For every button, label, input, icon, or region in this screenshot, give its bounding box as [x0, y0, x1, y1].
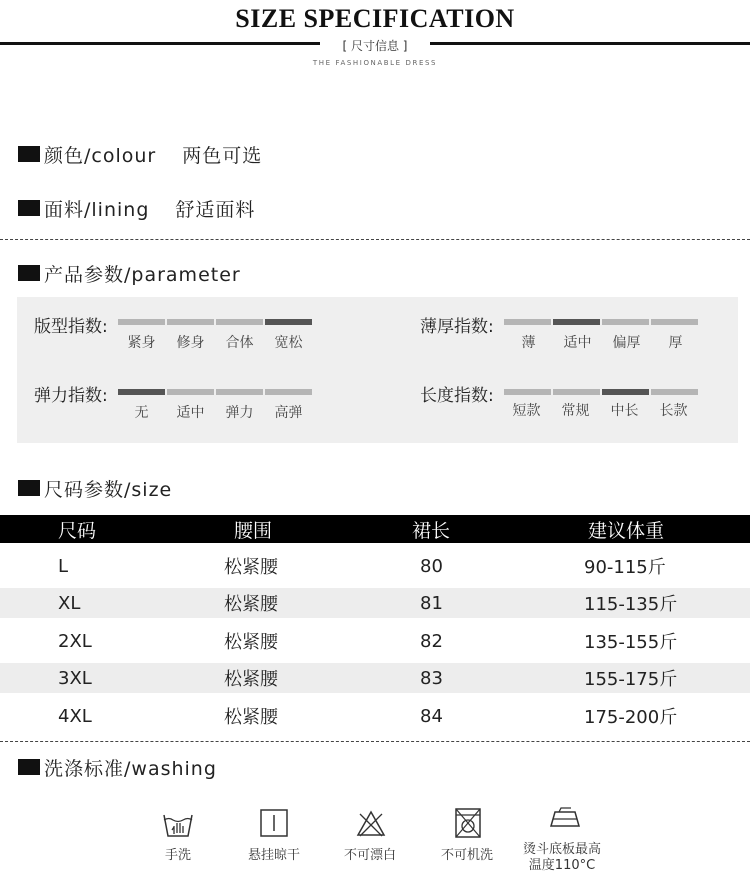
cell-length: 81 [420, 592, 443, 614]
cell-size: 2XL [58, 630, 92, 652]
option-label: 薄 [521, 335, 536, 351]
cell-size: L [58, 555, 69, 577]
header-waist: 腰围 [234, 519, 273, 542]
option-label: 适中 [176, 405, 205, 421]
lining-row [18, 196, 255, 220]
line-dry-label: 悬挂晾干 [247, 848, 300, 863]
header-length: 裙长 [412, 519, 451, 542]
scale-segment [553, 389, 600, 395]
cell-length: 82 [420, 630, 443, 652]
scale-segment [504, 389, 551, 395]
cell-length: 83 [420, 667, 443, 689]
option-label: 高弹 [274, 405, 303, 421]
no-machine-wash-icon [450, 806, 486, 842]
scale-segment [216, 389, 263, 395]
table-row [0, 626, 750, 656]
param-fit-label: 版型指数: [34, 317, 108, 337]
cell-waist: 松紧腰 [224, 594, 278, 615]
washing-label: 洗涤标准/washing [44, 757, 217, 780]
option-label: 短款 [512, 403, 541, 419]
washing-heading [18, 755, 217, 779]
option-label: 常规 [561, 403, 590, 419]
size-table-header [0, 515, 750, 543]
colour-label: 颜色/colour [44, 144, 157, 167]
divider [0, 741, 750, 742]
scale-segment-selected [265, 319, 312, 325]
scale-segment-selected [118, 389, 165, 395]
scale-segment [265, 389, 312, 395]
option-label: 合体 [225, 335, 254, 351]
table-row [0, 588, 750, 618]
parameter-heading [18, 261, 241, 285]
cell-weight: 115-135斤 [584, 594, 678, 615]
divider [0, 239, 750, 240]
square-bullet-icon [18, 200, 40, 216]
scale-segment [651, 389, 698, 395]
hand-wash-icon [160, 806, 196, 842]
cell-size: 4XL [58, 705, 92, 727]
param-length-label: 长度指数: [420, 386, 494, 406]
cell-weight: 175-200斤 [584, 707, 678, 728]
param-thickness-scale [504, 319, 700, 325]
option-label: 宽松 [274, 335, 303, 351]
scale-segment [602, 319, 649, 325]
option-label: 厚 [668, 335, 683, 351]
square-bullet-icon [18, 146, 40, 162]
iron-label-temperature: 温度110°C [528, 858, 596, 873]
option-label: 长款 [659, 403, 688, 419]
line-dry-icon [256, 806, 292, 842]
cell-waist: 松紧腰 [224, 632, 278, 653]
cell-weight: 155-175斤 [584, 669, 678, 690]
header-weight: 建议体重 [588, 519, 665, 542]
param-length-scale [504, 389, 700, 395]
param-fit-options [117, 332, 313, 352]
square-bullet-icon [18, 265, 40, 281]
square-bullet-icon [18, 759, 40, 775]
lining-label: 面料/lining [44, 198, 150, 221]
scale-segment [504, 319, 551, 325]
table-row [0, 663, 750, 693]
table-row [0, 551, 750, 581]
colour-row [18, 142, 262, 166]
cell-length: 84 [420, 705, 443, 727]
size-label: 尺码参数/size [44, 478, 173, 501]
cell-waist: 松紧腰 [224, 557, 278, 578]
cell-weight: 135-155斤 [584, 632, 678, 653]
table-row [0, 701, 750, 731]
scale-segment [167, 389, 214, 395]
lining-value: 舒适面料 [175, 198, 256, 221]
cell-length: 80 [420, 555, 443, 577]
scale-segment-selected [602, 389, 649, 395]
no-bleach-icon [353, 806, 389, 842]
cell-weight: 90-115斤 [584, 557, 666, 578]
cell-size: XL [58, 592, 81, 614]
option-label: 适中 [563, 335, 592, 351]
scale-segment-selected [553, 319, 600, 325]
param-elasticity-scale [118, 389, 314, 395]
cell-size: 3XL [58, 667, 92, 689]
option-label: 中长 [610, 403, 639, 419]
cell-waist: 松紧腰 [224, 707, 278, 728]
size-heading [18, 476, 172, 500]
parameter-panel [17, 297, 738, 443]
scale-segment [651, 319, 698, 325]
param-fit-scale [118, 319, 314, 325]
scale-segment [216, 319, 263, 325]
square-bullet-icon [18, 480, 40, 496]
no-machine-wash-label: 不可机洗 [440, 848, 493, 863]
iron-icon [547, 800, 583, 836]
colour-value: 两色可选 [182, 144, 263, 167]
scale-segment [118, 319, 165, 325]
iron-label: 烫斗底板最高 [522, 842, 601, 857]
page-title: SIZE SPECIFICATION [235, 4, 515, 33]
param-thickness-label: 薄厚指数: [420, 317, 494, 337]
option-label: 无 [134, 405, 149, 421]
parameter-label: 产品参数/parameter [44, 263, 241, 286]
scale-segment [167, 319, 214, 325]
subtitle-cn: [ 尺寸信息 ] [342, 39, 408, 53]
option-label: 紧身 [127, 335, 156, 351]
subtitle-en: THE FASHIONABLE DRESS [312, 59, 438, 67]
param-elasticity-options [117, 402, 313, 422]
param-length-options [502, 400, 698, 420]
hand-wash-label: 手洗 [164, 848, 191, 863]
no-bleach-label: 不可漂白 [343, 848, 396, 863]
param-thickness-options [504, 332, 700, 352]
option-label: 修身 [176, 335, 205, 351]
param-elasticity-label: 弹力指数: [34, 386, 108, 406]
cell-waist: 松紧腰 [224, 669, 278, 690]
option-label: 偏厚 [612, 335, 641, 351]
header-size: 尺码 [58, 519, 97, 542]
option-label: 弹力 [225, 405, 254, 421]
